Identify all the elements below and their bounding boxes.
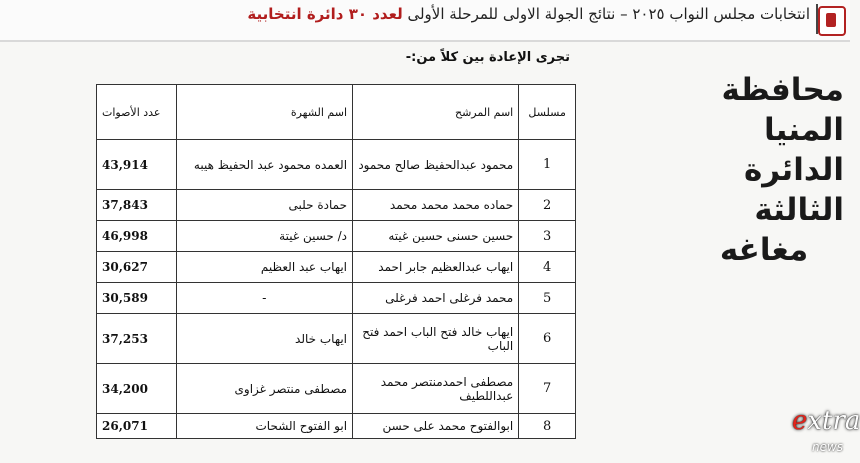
row-candidate-name: محمد فرغلى احمد فرغلى <box>353 283 519 314</box>
table-row <box>97 190 576 221</box>
row-votes: 37,253 <box>97 314 177 364</box>
row-votes: 37,843 <box>97 190 177 221</box>
row-votes: 30,589 <box>97 283 177 314</box>
row-fame-name: ابو الفتوح الشحات <box>176 414 353 439</box>
row-serial: 2 <box>519 190 576 221</box>
row-candidate-name: ايهاب خالد فتح الباب احمد فتح الباب <box>353 314 519 364</box>
results-table <box>96 84 576 439</box>
row-fame-name: - <box>176 283 353 314</box>
row-serial: 5 <box>519 283 576 314</box>
banner-title-bold: لعدد ٣٠ دائرة انتخابية <box>247 5 403 23</box>
table-row <box>97 283 576 314</box>
row-candidate-name: حماده محمد محمد محمد <box>353 190 519 221</box>
banner-title <box>247 5 810 23</box>
row-serial: 1 <box>519 140 576 190</box>
logo-e: e <box>792 406 808 436</box>
header-fame: اسم الشهرة <box>176 85 353 140</box>
row-votes: 43,914 <box>97 140 177 190</box>
row-candidate-name: محمود عبدالحفيظ صالح محمود <box>353 140 519 190</box>
row-candidate-name: حسين حسنى حسين غيته <box>353 221 519 252</box>
row-serial: 3 <box>519 221 576 252</box>
table-header-row <box>97 85 576 140</box>
header-serial: مسلسل <box>519 85 576 140</box>
logo-sub: news <box>812 440 844 454</box>
governorate-label: محافظة المنيا <box>721 72 844 148</box>
row-candidate-name: ابوالفتوح محمد على حسن <box>353 414 519 439</box>
logo-rest: xtra <box>807 406 860 436</box>
header-candidate: اسم المرشح <box>353 85 519 140</box>
intro-text: تجرى الإعادة بين كلاً من:- <box>405 50 570 65</box>
header-banner <box>0 0 850 42</box>
table-row <box>97 252 576 283</box>
table-row <box>97 140 576 190</box>
row-votes: 46,998 <box>97 221 177 252</box>
logo-wordmark <box>792 406 860 436</box>
extra-news-logo <box>792 404 860 460</box>
row-votes: 30,627 <box>97 252 177 283</box>
row-candidate-name: ايهاب عبدالعظيم جابر احمد <box>353 252 519 283</box>
emblem-icon <box>818 6 846 36</box>
row-fame-name: مصطفى منتصر غزاوى <box>176 364 353 414</box>
row-votes: 34,200 <box>97 364 177 414</box>
row-fame-name: حمادة حلبى <box>176 190 353 221</box>
district-label: الدائرة الثالثة <box>743 152 844 228</box>
table-row <box>97 364 576 414</box>
header-votes: عدد الأصوات <box>97 85 177 140</box>
row-serial: 4 <box>519 252 576 283</box>
banner-title-main: انتخابات مجلس النواب ٢٠٢٥ – نتائج الجولة الاولى للمرحلة الأولى <box>407 5 810 23</box>
row-fame-name: ايهاب خالد <box>176 314 353 364</box>
area-label: مغاغه <box>719 232 809 268</box>
row-candidate-name: مصطفى احمدمنتصر محمد عبداللطيف <box>353 364 519 414</box>
row-serial: 6 <box>519 314 576 364</box>
district-info <box>694 70 844 270</box>
row-serial: 8 <box>519 414 576 439</box>
row-serial: 7 <box>519 364 576 414</box>
row-fame-name: العمده محمود عبد الحفيظ هيبه <box>176 140 353 190</box>
row-fame-name: ايهاب عبد العظيم <box>176 252 353 283</box>
table-row <box>97 221 576 252</box>
table-row <box>97 414 576 439</box>
row-fame-name: د/ حسين غيتة <box>176 221 353 252</box>
row-votes: 26,071 <box>97 414 177 439</box>
table-row <box>97 314 576 364</box>
